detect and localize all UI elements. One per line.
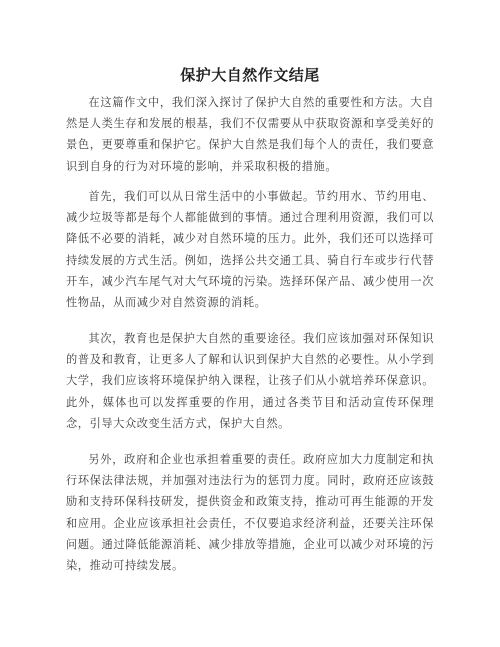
document-title: 保护大自然作文结尾 — [180, 66, 320, 84]
paragraph-1: 在这篇作文中，我们深入探讨了保护大自然的重要性和方法。大自然是人类生存和发展的根基，我们不仅需要从中获取资源和享受美好的景色，更要尊重和保护它。保护大自然是我们每个人的责任，我们要意识到自身的行为对环境的影响，并采取积极的措施。 — [66, 96, 434, 173]
paragraph-4: 另外，政府和企业也承担着重要的责任。政府应加大力度制定和执行环保法律法规，并加强对违法行为的惩罚力度。同时，政府还应该鼓励和支持环保科技研发，提供资金和政策支持，推动可再生能源的开发和应用。企业应该承担社会责任，不仅要追求经济利益，还要关注环保问题。通过降低能源消耗、减少排放等措施，企业可以减少对环境的污染，推动可持续发展。 — [66, 453, 434, 573]
paragraph-3: 其次，教育也是保护大自然的重要途径。我们应该加强对环保知识的普及和教育，让更多人了解和认识到保护大自然的必要性。从小学到大学，我们应该将环境保护纳入课程，让孩子们从小就培养环保意识。此外，媒体也可以发挥重要的作用，通过各类节目和活动宣传环保理念，引导大众改变生活方式，保护大自然。 — [66, 332, 434, 430]
paragraph-2: 首先，我们可以从日常生活中的小事做起。节约用水、节约用电、减少垃圾等都是每个人都能做到的事情。通过合理利用资源，我们可以降低不必要的消耗，减少对自然环境的压力。此外，我们还可以选择可持续发展的方式生活。例如，选择公共交通工具、骑自行车或步行代替开车，减少汽车尾气对大气环境的污染。选择环保产品、减少使用一次性物品，从而减少对自然资源的消耗。 — [66, 190, 434, 310]
